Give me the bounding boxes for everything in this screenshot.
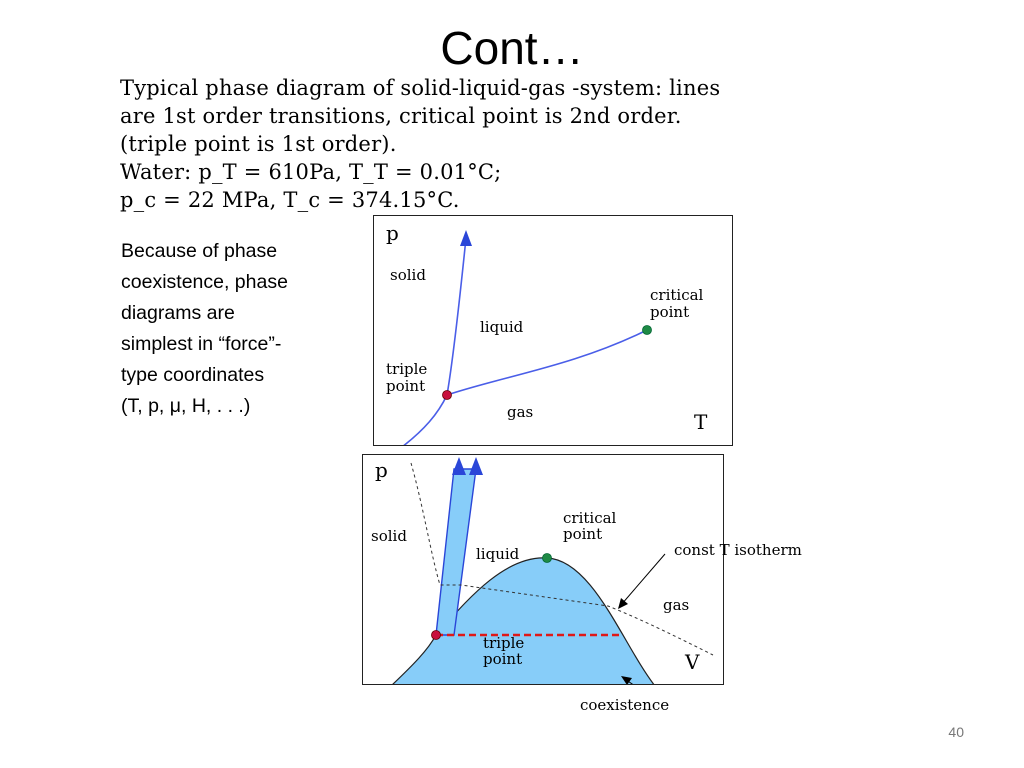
- side-note-line-3: diagrams are: [121, 302, 235, 324]
- isotherm-label: const T isotherm: [674, 541, 802, 559]
- pv-v-axis-label: V: [685, 650, 700, 674]
- pv-critical-point: [543, 554, 552, 563]
- pv-phase-diagram: [362, 454, 724, 685]
- description-line-2: are 1st order transitions, critical point is 2nd order.: [120, 104, 682, 128]
- pt-liquid-label: liquid: [480, 318, 524, 336]
- band-arrow-right: [469, 457, 483, 475]
- pt-triple-label-2: point: [386, 377, 426, 395]
- side-note-line-2: coexistence, phase: [121, 271, 288, 293]
- pv-gas-label: gas: [663, 596, 690, 614]
- phase-diagram-description: [120, 74, 980, 214]
- band-arrow-left: [452, 457, 466, 475]
- description-line-3: (triple point is 1st order).: [120, 132, 397, 156]
- description-line-1: Typical phase diagram of solid-liquid-gas -system: lines: [120, 76, 721, 100]
- side-note-line-6: (T, p, μ, H, . . .): [121, 395, 251, 417]
- vaporization-curve: [447, 330, 647, 395]
- pt-gas-label: gas: [507, 403, 534, 421]
- coexistence-dome: [391, 558, 655, 685]
- pv-liquid-label: liquid: [476, 545, 520, 563]
- pv-triple-point: [432, 631, 441, 640]
- description-line-5: p_c = 22 MPa, T_c = 374.15°C.: [120, 188, 460, 212]
- pt-diagram-svg: [374, 216, 733, 446]
- pv-triple-label-2: point: [483, 650, 523, 668]
- pt-solid-label: solid: [390, 266, 426, 284]
- pt-critical-label-2: point: [650, 303, 690, 321]
- side-note-line-5: type coordinates: [121, 364, 265, 386]
- pv-triple-label-1: triple: [483, 634, 525, 652]
- isotherm-arrow-head: [618, 598, 628, 609]
- side-note-line-1: Because of phase: [121, 240, 278, 262]
- water-prefix: Water:: [120, 160, 199, 184]
- coexistence-label: coexistence: [580, 696, 670, 714]
- description-line-4: [120, 158, 980, 186]
- pt-critical-label-1: critical: [650, 286, 704, 304]
- pv-critical-label-1: critical: [563, 509, 617, 527]
- pt-critical-point: [643, 326, 652, 335]
- pv-diagram-svg: [363, 455, 724, 685]
- page-number: 40: [948, 724, 964, 740]
- side-note-line-4: simplest in “force”-: [121, 333, 282, 355]
- melting-curve: [447, 238, 466, 395]
- pt-triple-point: [443, 391, 452, 400]
- water-triple-values: p_T = 610Pa, T_T = 0.01°C;: [198, 160, 502, 184]
- pt-t-axis-label: T: [694, 410, 708, 434]
- slide-title: Cont…: [440, 22, 584, 74]
- pt-p-axis-label: p: [386, 221, 399, 245]
- isotherm-arrow-line: [621, 554, 665, 605]
- pt-phase-diagram: [373, 215, 733, 446]
- side-note: [121, 236, 351, 422]
- sublimation-curve: [402, 395, 447, 446]
- pv-solid-label: solid: [371, 527, 407, 545]
- pt-triple-label-1: triple: [386, 360, 428, 378]
- pv-p-axis-label: p: [375, 458, 388, 482]
- pv-critical-label-2: point: [563, 525, 603, 543]
- melting-curve-arrow: [460, 230, 472, 246]
